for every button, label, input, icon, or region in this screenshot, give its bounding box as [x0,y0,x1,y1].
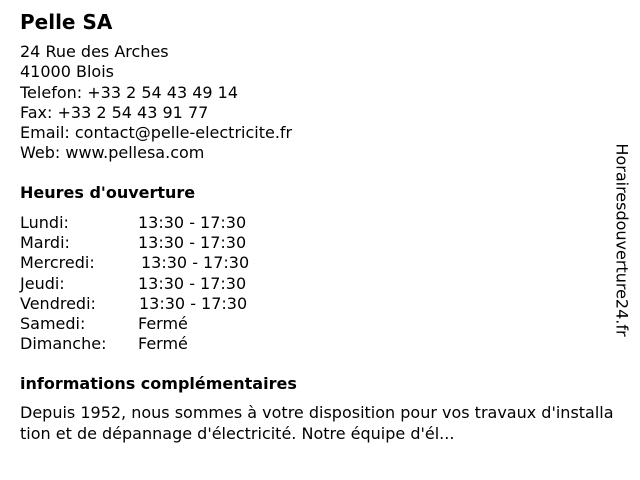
address-street: 24 Rue des Arches [20,42,169,61]
phone-number: Telefon: +33 2 54 43 49 14 [20,82,239,102]
website: Web: www.pellesa.com [20,143,205,163]
day-hours: 13:30 - 17:30 [141,253,250,273]
day-hours: 13:30 - 17:30 [139,293,248,313]
company-name: Pelle SA [20,10,113,34]
contact-block [20,42,610,164]
day-label: Dimanche: [20,334,107,354]
email-address: Email: contact@pelle-electricite.fr [20,123,293,143]
day-label: Jeudi: [20,273,65,293]
day-label: Mardi: [20,233,70,253]
fax-number: Fax: +33 2 54 43 91 77 [20,102,209,122]
day-hours: 13:30 - 17:30 [138,273,247,293]
company-card [20,10,614,443]
address-city: 41000 Blois [20,62,114,82]
additional-info-text: Depuis 1952, nous sommes à votre disposition pour vos travaux d'installation et de dépannage d'électricité. Notre équipe d'él... [20,403,614,443]
day-hours: 13:30 - 17:30 [138,233,247,253]
day-label: Samedi: [20,313,86,333]
day-label: Mercredi: [20,253,95,273]
day-label: Vendredi: [20,293,96,313]
day-label: Lundi: [20,213,69,232]
watermark-text: Horairesdouverture24.fr [612,143,632,337]
opening-hours-heading: Heures d'ouverture [20,183,196,202]
additional-info-heading: informations complémentaires [20,374,297,393]
day-hours: 13:30 - 17:30 [138,213,247,232]
day-hours: Fermé [138,334,188,354]
day-hours: Fermé [138,313,188,333]
